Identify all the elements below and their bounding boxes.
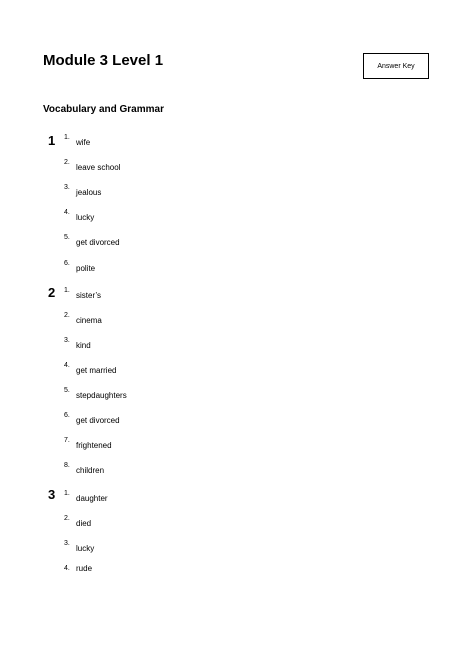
item-answer: get divorced bbox=[76, 416, 120, 425]
item-number: 3. bbox=[64, 184, 70, 191]
item-number: 1. bbox=[64, 287, 70, 294]
exercise-number-1: 1 bbox=[48, 133, 56, 148]
item-answer: leave school bbox=[76, 163, 121, 172]
item-number: 3. bbox=[64, 337, 70, 344]
item-answer: kind bbox=[76, 341, 91, 350]
item-number: 7. bbox=[64, 437, 70, 444]
item-answer: daughter bbox=[76, 494, 108, 503]
item-answer: cinema bbox=[76, 316, 102, 325]
item-number: 2. bbox=[64, 159, 70, 166]
item-number: 3. bbox=[64, 540, 70, 547]
answer-key-label: Answer Key bbox=[377, 62, 415, 70]
item-answer: get divorced bbox=[76, 238, 120, 247]
item-number: 5. bbox=[64, 234, 70, 241]
item-number: 8. bbox=[64, 462, 70, 469]
item-answer: sister’s bbox=[76, 291, 102, 300]
item-number: 4. bbox=[64, 362, 70, 369]
item-number: 2. bbox=[64, 515, 70, 522]
item-number: 6. bbox=[64, 412, 70, 419]
item-answer: died bbox=[76, 519, 92, 528]
exercise-number-2: 2 bbox=[48, 285, 56, 300]
item-number: 2. bbox=[64, 312, 70, 319]
item-answer: lucky bbox=[76, 544, 95, 553]
item-answer: jealous bbox=[76, 188, 102, 197]
page-title: Module 3 Level 1 bbox=[43, 52, 164, 69]
answer-key-box bbox=[363, 53, 429, 79]
item-number: 4. bbox=[64, 565, 70, 572]
exercise-number-3: 3 bbox=[48, 487, 56, 502]
item-number: 5. bbox=[64, 387, 70, 394]
section-heading: Vocabulary and Grammar bbox=[43, 104, 164, 115]
item-answer: wife bbox=[76, 138, 91, 147]
item-answer: lucky bbox=[76, 213, 95, 222]
item-answer: stepdaughters bbox=[76, 391, 127, 400]
item-number: 6. bbox=[64, 260, 70, 267]
item-answer: children bbox=[76, 466, 105, 475]
item-answer: get married bbox=[76, 366, 117, 375]
item-answer: rude bbox=[76, 564, 93, 573]
item-number: 4. bbox=[64, 209, 70, 216]
item-number: 1. bbox=[64, 490, 70, 497]
item-answer: frightened bbox=[76, 441, 112, 450]
item-number: 1. bbox=[64, 134, 70, 141]
item-answer: polite bbox=[76, 264, 96, 273]
